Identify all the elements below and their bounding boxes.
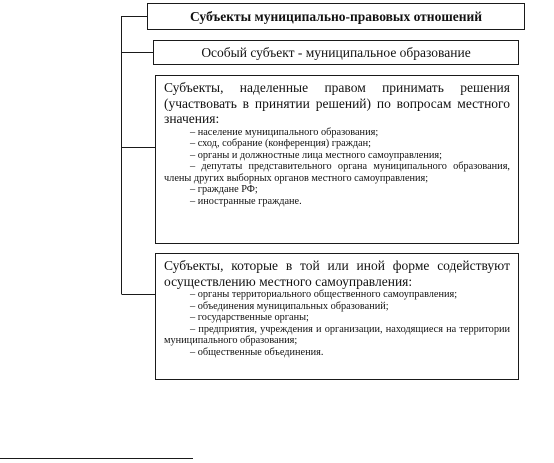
list-item: – объединения муниципальных образований; xyxy=(190,300,389,312)
title-box xyxy=(147,3,525,30)
list-item: – иностранные граждане. xyxy=(190,195,302,207)
special-subject-text: Особый субъект - муниципальное образование xyxy=(201,44,471,60)
list-item: – органы территориального общественного самоуправления; xyxy=(190,289,458,300)
list-item: – население муниципального образования; xyxy=(190,126,379,138)
list-item: – органы и должностные лица местного самоуправления; xyxy=(190,149,442,161)
special-subject-box xyxy=(153,40,519,65)
list-item: – государственные органы; xyxy=(190,312,309,323)
decision-subjects-box xyxy=(155,75,519,244)
list-item: – граждане РФ; xyxy=(190,184,258,195)
list-item: – депутаты представительного органа муниципального образования, члены других выборных органов местного самоуправления; xyxy=(164,161,510,184)
list-item: – сход, собрание (конференция) граждан; xyxy=(190,138,372,149)
assisting-subjects-box xyxy=(155,253,519,380)
assisting-subjects-lead: Субъекты, которые в той или иной форме содействуют осуществлению местного самоуправления: xyxy=(164,258,510,289)
footnote-divider xyxy=(0,458,193,459)
assisting-subjects-list xyxy=(164,289,510,358)
diagram-title: Субъекты муниципально-правовых отношений xyxy=(189,8,483,24)
list-item: – предприятия, учреждения и организации, находящиеся на территории муниципального образования; xyxy=(164,323,510,346)
decision-subjects-list xyxy=(164,127,510,208)
list-item: – общественные объединения. xyxy=(190,346,324,358)
decision-subjects-lead: Субъекты, наделенные правом принимать решения (участвовать в принятии решений) по вопросам местного значения: xyxy=(164,80,510,126)
